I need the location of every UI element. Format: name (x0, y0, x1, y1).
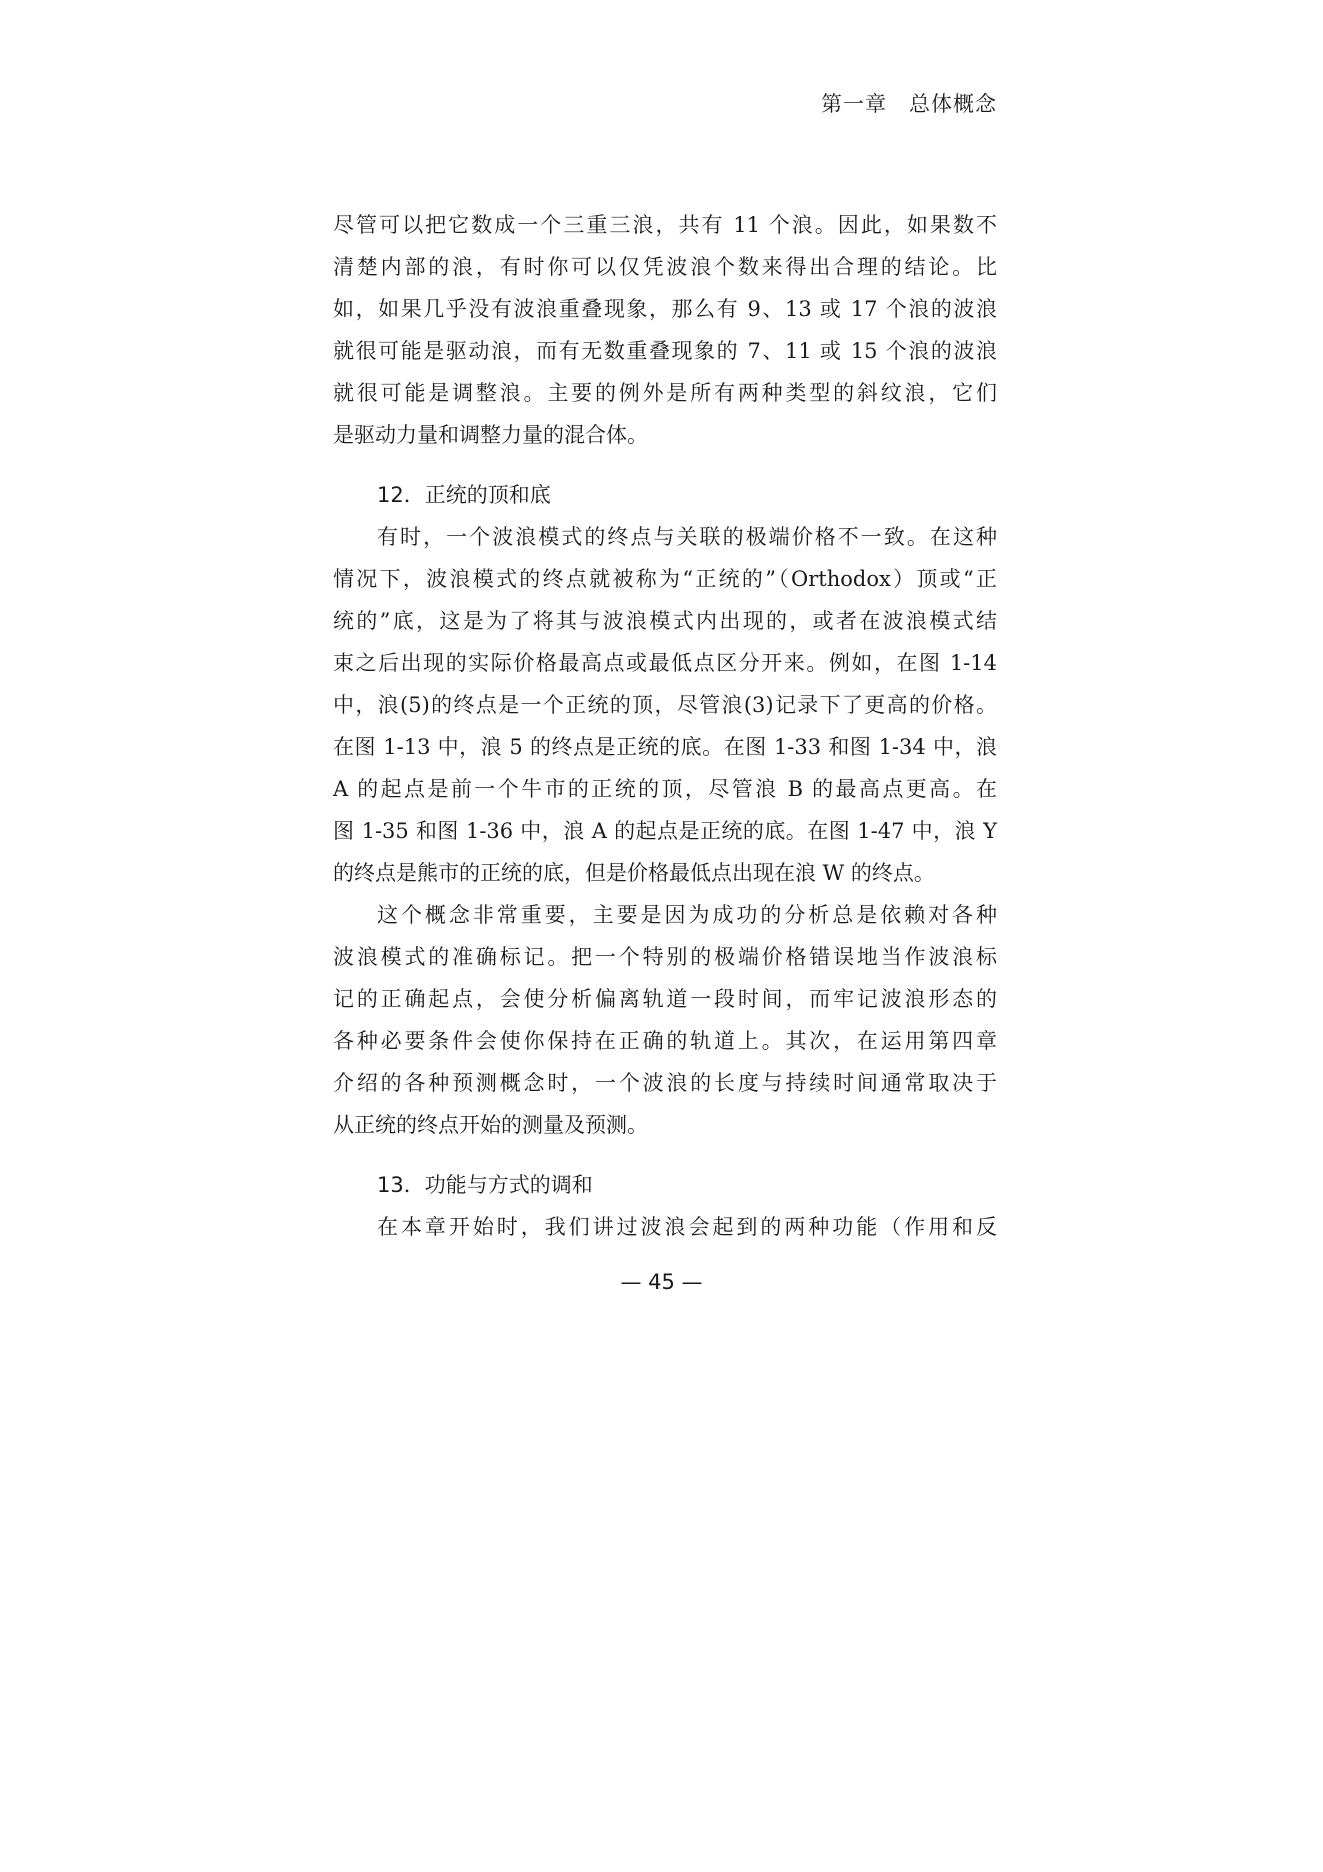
paragraph-orthodox-definition (333, 516, 997, 894)
text-line: 在图 1-13 中，浪 5 的终点是正统的底。在图 1-33 和图 1-34 中，浪 (333, 735, 997, 759)
text-line: 这个概念非常重要，主要是因为成功的分析总是依赖对各种 (377, 903, 997, 927)
text-line: 如，如果几乎没有波浪重叠现象，那么有 9、13 或 17 个浪的波浪 (333, 297, 997, 321)
text-line: 就很可能是驱动浪，而有无数重叠现象的 7、11 或 15 个浪的波浪 (333, 339, 997, 363)
text-line: 统的”底，这是为了将其与波浪模式内出现的，或者在波浪模式结 (333, 609, 997, 633)
page-number: — 45 — (620, 1270, 703, 1294)
text-line: 就很可能是调整浪。主要的例外是所有两种类型的斜纹浪，它们 (333, 381, 997, 405)
text-line: 图 1-35 和图 1-36 中，浪 A 的起点是正统的底。在图 1-47 中，浪 Y (333, 819, 997, 843)
text-line: 波浪模式的准确标记。把一个特别的极端价格错误地当作波浪标 (333, 945, 997, 969)
running-head: 第一章 总体概念 (821, 92, 997, 116)
text-line: 尽管可以把它数成一个三重三浪，共有 11 个浪。因此，如果数不 (333, 213, 997, 237)
text-line: 各种必要条件会使你保持在正确的轨道上。其次，在运用第四章 (333, 1029, 997, 1053)
text-line: 是驱动力量和调整力量的混合体。 (333, 423, 648, 447)
spacer (333, 1146, 997, 1164)
text-line: 从正统的终点开始的测量及预测。 (333, 1113, 648, 1137)
text-line: 束之后出现的实际价格最高点或最低点区分开来。例如，在图 1-14 (333, 651, 997, 675)
paragraph-function-mode (333, 1206, 997, 1248)
body-text (333, 204, 997, 1248)
text-line: 清楚内部的浪，有时你可以仅凭波浪个数来得出合理的结论。比 (333, 255, 997, 279)
text-line: 情况下，波浪模式的终点就被称为“正统的”（Orthodox）顶或“正 (333, 567, 997, 591)
text-line: 记的正确起点，会使分析偏离轨道一段时间，而牢记波浪形态的 (333, 987, 997, 1011)
text-line: 有时，一个波浪模式的终点与关联的极端价格不一致。在这种 (377, 525, 997, 549)
section-heading-13: 13．功能与方式的调和 (377, 1173, 593, 1197)
text-line: 介绍的各种预测概念时，一个波浪的长度与持续时间通常取决于 (333, 1071, 997, 1095)
spacer (333, 456, 997, 474)
text-line: A 的起点是前一个牛市的正统的顶，尽管浪 B 的最高点更高。在 (333, 777, 997, 801)
paragraph-continued (333, 204, 997, 456)
text-line: 中，浪(5)的终点是一个正统的顶，尽管浪(3)记录下了更高的价格。 (333, 693, 997, 717)
paragraph-importance (333, 894, 997, 1146)
section-heading-12: 12．正统的顶和底 (377, 483, 551, 507)
text-line: 的终点是熊市的正统的底，但是价格最低点出现在浪 W 的终点。 (333, 861, 935, 885)
text-line: 在本章开始时，我们讲过波浪会起到的两种功能（作用和反 (377, 1215, 997, 1239)
